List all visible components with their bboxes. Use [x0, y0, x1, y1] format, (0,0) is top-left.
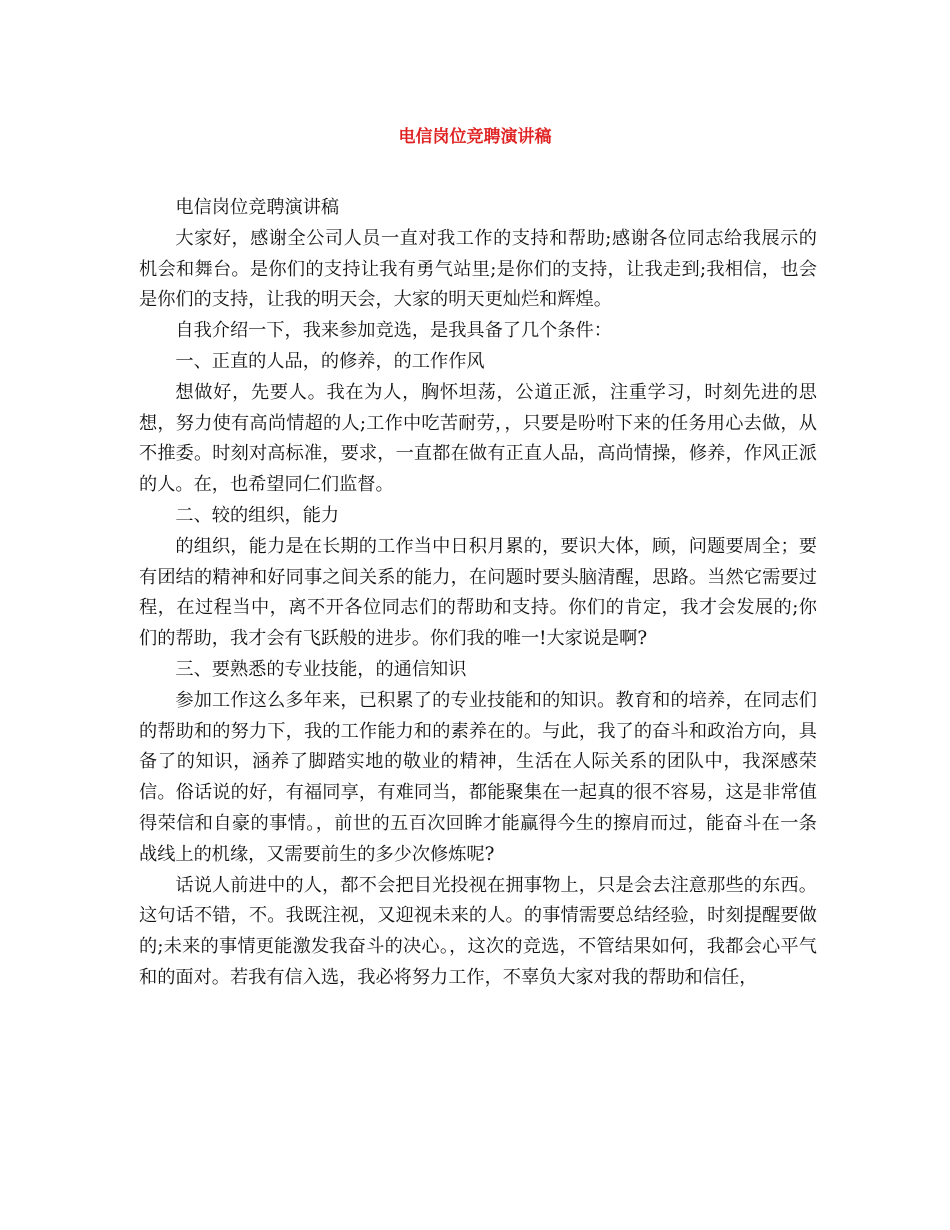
document-title: 电信岗位竞聘演讲稿 [398, 127, 552, 147]
document-body [139, 193, 817, 994]
section-heading-2: 二、较的组织，能力 [175, 504, 340, 526]
paragraph-section-1: 想做好，先要人。我在为人，胸怀坦荡，公道正派，注重学习，时刻先进的思想，努力使有高尚情超的人;工作中吃苦耐劳，，只要是吩咐下来的任务用心去做，从不推委。时刻对高标准，要求，一直都在做有正直人品，高尚情操，修养，作风正派的人。在，也希望同仁们监督。 [139, 381, 817, 496]
paragraph-greeting: 大家好，感谢全公司人员一直对我工作的支持和帮助;感谢各位同志给我展示的机会和舞台。是你们的支持让我有勇气站里;是你们的支持，让我走到;我相信，也会是你们的支持，让我的明天会，大家的明天更灿烂和辉煌。 [139, 227, 817, 311]
paragraph-intro: 自我介绍一下，我来参加竞选，是我具备了几个条件： [175, 320, 612, 342]
paragraph-closing: 话说人前进中的人，都不会把目光投视在拥事物上，只是会去注意那些的东西。这句话不错，不。我既注视，又迎视未来的人。的事情需要总结经验，时刻提醒要做的;未来的事情更能激发我奋斗的决心。，这次的竞选，不管结果如何，我都会心平气和的面对。若我有信入选，我必将努力工作，不辜负大家对我的帮助和信任， [139, 874, 817, 988]
paragraph-section-3: 参加工作这么多年来，已积累了的专业技能和的知识。教育和的培养，在同志们的帮助和的努力下，我的工作能力和的素养在的。与此，我了的奋斗和政治方向，具备了的知识，涵养了脚踏实地的敬业的精神，生活在人际关系的团队中，我深感荣信。俗话说的好，有福同享，有难同当，都能聚集在一起真的很不容易，这是非常值得荣信和自豪的事情。，前世的五百次回眸才能赢得今生的擦肩而过，能奋斗在一条战线上的机缘，又需要前生的多少次修炼呢? [139, 689, 817, 865]
section-heading-1: 一、正直的人品，的修养，的工作作风 [175, 350, 485, 372]
paragraph-subtitle: 电信岗位竞聘演讲稿 [175, 197, 340, 218]
paragraph-section-2: 的组织，能力是在长期的工作当中日积月累的，要识大体，顾，问题要周全；要有团结的精神和好同事之间关系的能力，在问题时要头脑清醒，思路。当然它需要过程，在过程当中，离不开各位同志们的帮助和支持。你们的肯定，我才会发展的;你们的帮助，我才会有飞跃般的进步。你们我的唯一!大家说是啊? [139, 535, 817, 650]
section-heading-3: 三、要熟悉的专业技能，的通信知识 [175, 658, 467, 680]
